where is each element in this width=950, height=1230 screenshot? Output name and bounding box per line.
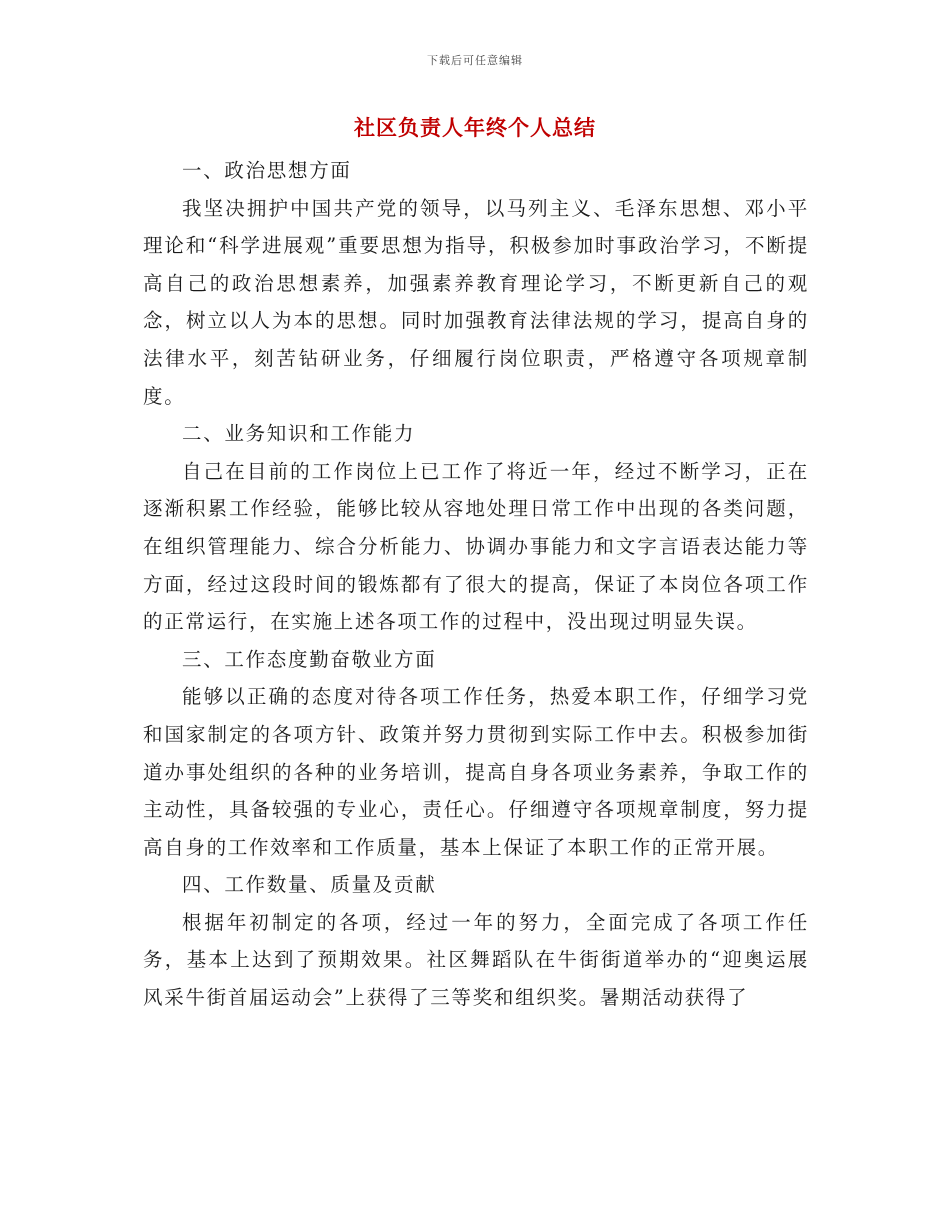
section-heading: 一、政治思想方面 — [182, 159, 352, 182]
document-body — [143, 152, 809, 1017]
section-heading: 二、业务知识和工作能力 — [182, 422, 416, 446]
header-note: 下载后可任意编辑 — [427, 54, 523, 67]
section-paragraph: 我坚决拥护中国共产党的领导，以马列主义、毛泽东思想、邓小平理论和“科学进展观”重要思想为指导，积极参加时事政治学习，不断提高自己的政治思想素养，加强素养教育理论学习，不断更新自己的观念，树立以人为本的思想。同时加强教育法律法规的学习，提高自身的法律水平，刻苦钻研业务，仔细履行岗位职责，严格遵守各项规章制度。 — [143, 196, 809, 408]
section-paragraph: 根据年初制定的各项，经过一年的努力，全面完成了各项工作任务，基本上达到了预期效果。社区舞蹈队在牛街街道举办的“迎奥运展风采牛街首届运动会”上获得了三等奖和组织奖。暑期活动获得了 — [143, 910, 809, 1010]
document-title: 社区负责人年终个人总结 — [354, 116, 596, 140]
section-paragraph: 自己在目前的工作岗位上已工作了将近一年，经过不断学习，正在逐渐积累工作经验，能够比较从容地处理日常工作中出现的各类问题，在组织管理能力、综合分析能力、协调办事能力和文字言语表达能力等方面，经过这段时间的锻炼都有了很大的提高，保证了本岗位各项工作的正常运行，在实施上述各项工作的过程中，没出现过明显失误。 — [143, 459, 809, 634]
section-heading: 四、工作数量、质量及贡献 — [182, 873, 437, 897]
section-paragraph: 能够以正确的态度对待各项工作任务，热爱本职工作，仔细学习党和国家制定的各项方针、政策并努力贯彻到实际工作中去。积极参加街道办事处组织的各种的业务培训，提高自身各项业务素养，争取工作的主动性，具备较强的专业心，责任心。仔细遵守各项规章制度，努力提高自身的工作效率和工作质量，基本上保证了本职工作的正常开展。 — [143, 685, 809, 859]
section-heading: 三、工作态度勤奋敬业方面 — [182, 647, 437, 671]
